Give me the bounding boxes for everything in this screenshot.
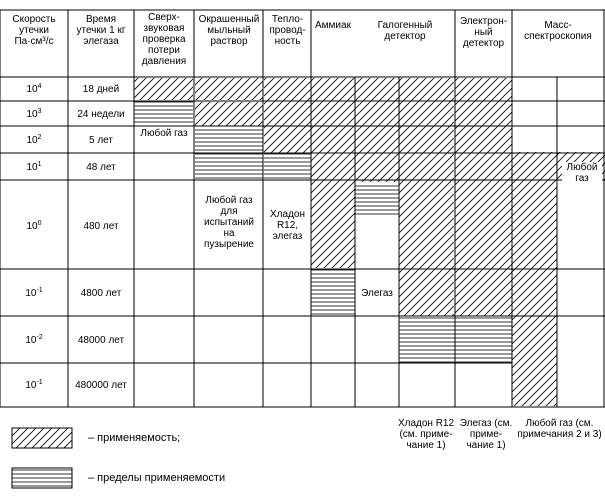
halogen-gas-note: Элегаз (361, 288, 393, 299)
time-cell: 480 лет (83, 221, 119, 232)
rate-cell: $10^1$ (26, 161, 42, 173)
footnote-mass: Любой газ (см. примечания 2 и 3) (517, 418, 602, 440)
thermal-gas-note: Хладон R12, элегаз (270, 209, 305, 242)
time-cell: 48000 лет (77, 335, 125, 346)
header-ultrasonic: Сверх-звуковая проверка потери давления (141, 12, 187, 67)
soap-gas-note: Любой газ для испытаний на пузырение (204, 195, 254, 250)
header-thermal: Тепло-провод-ность (269, 14, 306, 47)
time-cell: 48 лет (86, 162, 116, 173)
time-cell: 480000 лет (75, 380, 127, 391)
rate-cell: $10^{-1}$ (25, 287, 43, 299)
rate-cell: $10^0$ (26, 220, 42, 232)
rate-cell: $10^4$ (26, 83, 42, 95)
header-soap: Окрашенный мыльный раствор (198, 14, 260, 47)
header-electronic: Электрон-ный детектор (459, 16, 508, 49)
legend-hatch-label: – применяемость; (88, 432, 181, 444)
time-cell: 24 недели (77, 109, 125, 120)
header-rate: Скорость утечки Па·см³/с (12, 14, 56, 47)
time-cell: 5 лет (89, 135, 113, 146)
header-time: Время утечки 1 кг элегаза (76, 14, 126, 47)
rate-cell: $10^3$ (26, 108, 42, 120)
footnote-electronic: Элегаз (см. приме-чание 1) (459, 418, 513, 451)
rate-cell: $10^{-2}$ (25, 334, 43, 346)
time-cell: 4800 лет (80, 288, 122, 299)
rate-cell: $10^{-1}$ (25, 379, 43, 391)
time-cell: 18 дней (82, 84, 120, 95)
legend-swatches (12, 428, 72, 488)
header-halogen: Галогенный детектор (377, 20, 433, 42)
mass-gas-note: Любой газ (562, 162, 602, 184)
ultrasonic-gas-note: Любой газ (140, 128, 188, 139)
footnote-halogen: Хладон R12 (см. приме-чание 1) (397, 418, 455, 451)
rate-cell: $10^2$ (26, 134, 42, 146)
header-mass: Масс-спектроскопия (524, 20, 592, 42)
header-ammonia: Аммиак (315, 20, 351, 31)
legend-lines-label: – пределы применяемости (88, 472, 226, 484)
